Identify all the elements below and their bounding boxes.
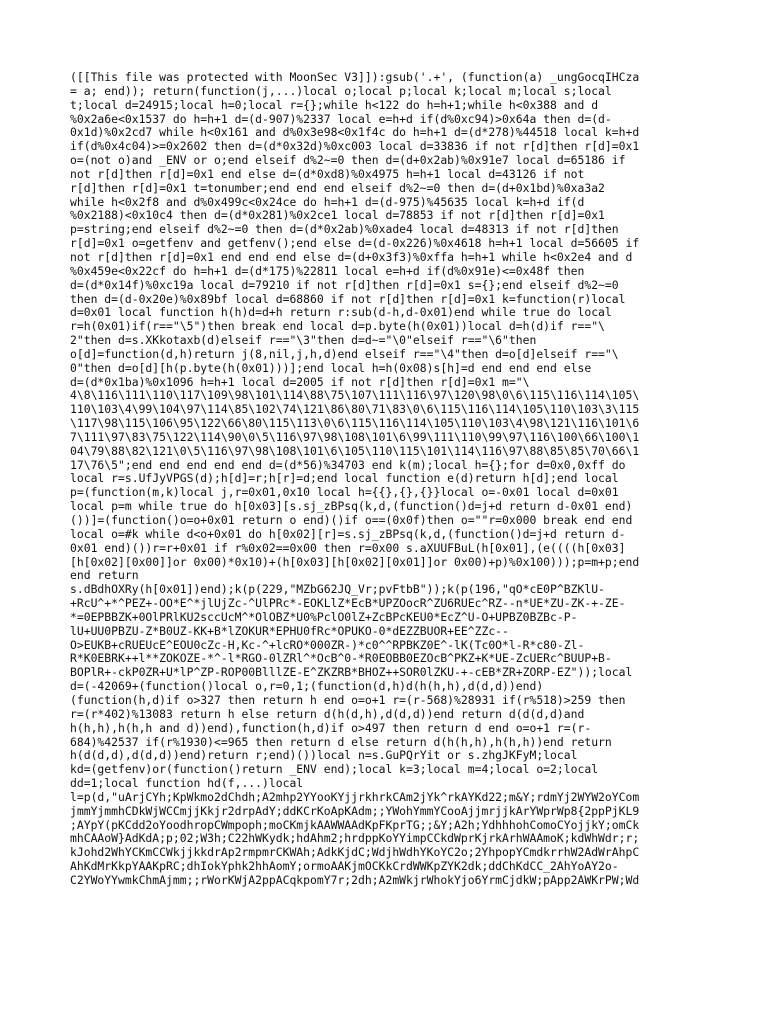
code-line: 684)%42537 if(r%1930)<=965 then return d else return d(h(h,h),h(h,h))end return — [70, 735, 612, 749]
code-line: d=0x01 local function h(h)d=d+h return r:sub(d-h,d-0x01)end while true do local — [70, 306, 612, 320]
code-line: if(d%0x4c04)>=0x2602 then d=(d*0x32d)%0xc003 local d=33836 if not r[d]then r[d]=0x1 — [70, 140, 640, 154]
code-line: 0x1d)%0x2cd7 while h<0x161 and d%0x3e98<0x1f4c do h=h+1 d=(d*278)%44518 local k=h+d — [70, 126, 640, 140]
obfuscated-lua-code — [70, 71, 700, 888]
code-line: p=string;end elseif d%2~=0 then d=(d*0x2ab)%0xade4 local d=48313 if not r[d]then — [70, 223, 619, 237]
code-line: s.dBdhOXRy(h[0x01])end);k(p(229,"MZbG62JQ_Vr;pvFtbB"));k(p(196,"qO*cE0P^BZKlU- — [70, 583, 605, 597]
code-line: 0x01 end)())r=r+0x01 if r%0x02==0x00 then r=0x00 s.aXUUFBuL(h[0x01],(e((((h[0x03] — [70, 541, 626, 555]
code-line: h(h,h),h(h,h and d))end),function(h,d)if o>497 then return d end o=o+1 r=(r- — [70, 721, 592, 735]
code-line: local o=#k while d<o+0x01 do h[0x02][r]=s.sj_zBPsq(k,d,(function()d=j+d return d- — [70, 527, 626, 541]
code-line: lU+UU0PBZU-Z*B0UZ-KK+B*lZOKUR*EPHU0fRc*OPUKO-0*dEZZBUOR+EE^ZZc-- — [70, 624, 509, 638]
code-line: then d=(d-0x20e)%0x89bf local d=68860 if not r[d]then r[d]=0x1 k=function(r)local — [70, 292, 626, 306]
code-line: +RcU^+*^PEZ+-OO*E^*jlUjZc-^UlPRc*-EOKLlZ*EcB*UPZOocR^ZU6RUEc^RZ--n*UE*ZU-ZK-+-ZE- — [70, 597, 626, 611]
code-line: while h<0x2f8 and d%0x499c<0x24ce do h=h+1 d=(d-975)%45635 local k=h+d if(d — [70, 195, 585, 209]
code-line: o[d]=function(d,h)return j(8,nil,j,h,d)end elseif r=="\4"then d=o[d]elseif r=="\ — [70, 347, 619, 361]
code-line: r=(r*402)%13083 return h else return d(h(d,h),d(d,d))end return d(d(d,d)and — [70, 707, 585, 721]
code-line: 110\103\4\99\104\97\114\85\102\74\121\86\80\71\83\0\6\115\116\114\105\110\103\3\115 — [70, 403, 640, 417]
code-line: ;AYpY(pKCdd2oYoodhropCWmpoph;moCKmjkAAWWAAdKpFKprTG;;&Y;A2h;YdhhhohComoCYojjkY;omCk — [70, 818, 640, 832]
code-line: mhCAAoW}AdKdA;p;02;W3h;C22hWKydk;hdAhm2;hrdppKoYYimpCCkdWprKjrkArhWAAmoK;kdWhWdr;r; — [70, 832, 640, 846]
code-line: O>EUKB+cRUEUcE^EOU0cZc-H,Kc-^+lcRO*000ZR-)*c0^^RPBKZ0E^-lK(Tc0O*l-R*c80-Zl- — [70, 638, 585, 652]
code-line: jmmYjmmhCDkWjWCCmjjKkjr2drpAdY;ddKCrKoApKAdm;;YWohYmmYCooAjjmrjjkArYWprWp8{2ppPjKL9 — [70, 804, 640, 818]
code-line: kJohd2WhYCKmCCWkjjkkdrAp2rmpmrCKWAh;AdkKjdC;WdjhWdhYKoYC2o;2YhpopYCmdkrrhW2AdWrAhpC — [70, 846, 640, 860]
code-line: 17\76\5";end end end end end d=(d*56)%34703 end k(m);local h={};for d=0x0,0xff do — [70, 458, 626, 472]
code-line: (function(h,d)if o>327 then return h end o=o+1 r=(r-568)%28931 if(r%518)>259 then — [70, 693, 626, 707]
code-line: C2YWoYYwmkChmAjmm;;rWorKWjA2ppACqkpomY7r;2dh;A2mWkjrWhokYjo6YrmCjdkW;pApp2AWKrPW;Wd — [70, 873, 640, 887]
code-line: local r=s.UfJyVPGS(d);h[d]=r;h[r]=d;end local function e(d)return h[d];end local — [70, 472, 619, 486]
code-line: dd=1;local function hd(f,...)local — [70, 777, 304, 791]
code-line: r=h(0x01)if(r=="\5")then break end local d=p.byte(h(0x01))local d=h(d)if r=="\ — [70, 320, 605, 334]
code-line: end return — [70, 569, 139, 583]
code-line: t;local d=24915;local h=0;local r={};while h<122 do h=h+1;while h<0x388 and d — [70, 98, 599, 112]
code-line: [h[0x02][0x00]]or 0x00)*0x10)+(h[0x03][h[0x02][0x01]]or 0x00)+p)%0x100)));p=m+p;end — [70, 555, 640, 569]
code-line: d=(d*0x14f)%0xc19a local d=79210 if not r[d]then r[d]=0x1 s={};end elseif d%2~=0 — [70, 278, 619, 292]
code-line: not r[d]then r[d]=0x1 end else d=(d*0xd8)%0x4975 h=h+1 local d=43126 if not — [70, 167, 585, 181]
code-line: h(d(d,d),d(d,d))end)return r;end)())local n=s.GuPQrYit or s.zhgJKFyM;local — [70, 749, 578, 763]
code-line: l=p(d,"uArjCYh;KpWkmo2dChdh;A2mhp2YYooKYjjrkhrkCAm2jYk^rkAYKd22;m&Y;rdmYj2WYW2oYCom — [70, 790, 640, 804]
code-line: %0x459e<0x22cf do h=h+1 d=(d*175)%22811 local e=h+d if(d%0x91e)<=0x48f then — [70, 264, 585, 278]
code-line: BOPlR+-ckP0ZR+U*lP^ZP-ROP00BlllZE-E^ZKZRB*BHOZ++SOR0lZKU-+-cEB*ZR+ZORP-EZ"));local — [70, 666, 633, 680]
code-line: 4\8\116\111\110\117\109\98\101\114\88\75\107\111\116\97\120\98\0\6\115\116\114\105\ — [70, 389, 640, 403]
code-line: = a; end)); return(function(j,...)local o;local p;local k;local m;local s;local — [70, 84, 612, 98]
code-line: d=(d*0x1ba)%0x1096 h=h+1 local d=2005 if not r[d]then r[d]=0x1 m="\ — [70, 375, 530, 389]
code-line: \117\98\115\106\95\122\66\80\115\113\0\6\115\116\114\105\110\103\4\98\121\116\101\6 — [70, 417, 640, 431]
code-line: p=(function(m,k)local j,r=0x01,0x10 local h={{},{},{}}local o=-0x01 local d=0x01 — [70, 486, 619, 500]
code-line: kd=(getfenv)or(function()return _ENV end);local k=3;local m=4;local o=2;local — [70, 763, 599, 777]
code-line: %0x2a6e<0x1537 do h=h+1 d=(d-907)%2337 local e=h+d if(d%0xc94)>0x64a then d=(d- — [70, 112, 612, 126]
code-line: 0"then d=o[d][h(p.byte(h(0x01)))];end local h=h(0x08)s[h]=d end end end else — [70, 361, 592, 375]
code-line: not r[d]then r[d]=0x1 end end end else d=(d+0x3f3)%0xffa h=h+1 while h<0x2e4 and d — [70, 250, 633, 264]
code-line: ())]=(function()o=o+0x01 return o end)()if o==(0x0f)then o=""r=0x000 break end end — [70, 514, 633, 527]
code-line: 7\111\97\83\75\122\114\90\0\5\116\97\98\108\101\6\99\111\110\99\97\116\100\66\100\1 — [70, 430, 640, 444]
code-line: r[d]then r[d]=0x1 t=tonumber;end end end elseif d%2~=0 then d=(d+0x1bd)%0xa3a2 — [70, 181, 605, 195]
code-line: r[d]=0x1 o=getfenv and getfenv();end else d=(d-0x226)%0x4618 h=h+1 local d=56605 if — [70, 237, 640, 251]
code-line: local p=m while true do h[0x03][s.sj_zBPsq(k,d,(function()d=j+d return d-0x01 end) — [70, 500, 633, 514]
code-line: 04\79\88\82\121\0\5\116\97\98\108\101\6\105\110\115\101\114\116\97\88\85\85\70\66\1 — [70, 444, 640, 458]
code-line: d=(-42069+(function()local o,r=0,1;(function(d,h)d(h(h,h),d(d,d))end) — [70, 680, 544, 694]
code-line: AhKdMrKkpYAAKpRC;dhIokYphk2hhAomY;ormoAAKjmOCKkCrdWWKpZYK2dk;ddChKdCC_2AhYoAY2o- — [70, 860, 619, 874]
code-line: 2"then d=s.XKkotaxb(d)elseif r=="\3"then d=d~="\0"elseif r=="\6"then — [70, 334, 537, 348]
code-line: o=(not o)and _ENV or o;end elseif d%2~=0 then d=(d+0x2ab)%0x91e7 local d=65186 if — [70, 154, 626, 168]
code-line: ([[This file was protected with MoonSec V3]]):gsub('.+', (function(a) _ungGocqIHCza — [70, 71, 640, 84]
code-line: R*K0EBRK++l**ZOKOZE-*^-l*RGO-0lZRl^*OcB^0-*R0EOBB0EZOcB^PKZ+K*UE-ZcUERc^BUUP+B- — [70, 652, 612, 666]
code-line: *=0EPBBZK+0OlPRlKU2sccUcM^*OlOBZ*U0%PclO0lZ+ZcBPcKEU0*EcZ^U-O+UPBZ0BZBc-P- — [70, 610, 578, 624]
code-line: %0x2188)<0x10c4 then d=(d*0x281)%0x2ce1 local d=78853 if not r[d]then r[d]=0x1 — [70, 209, 605, 223]
